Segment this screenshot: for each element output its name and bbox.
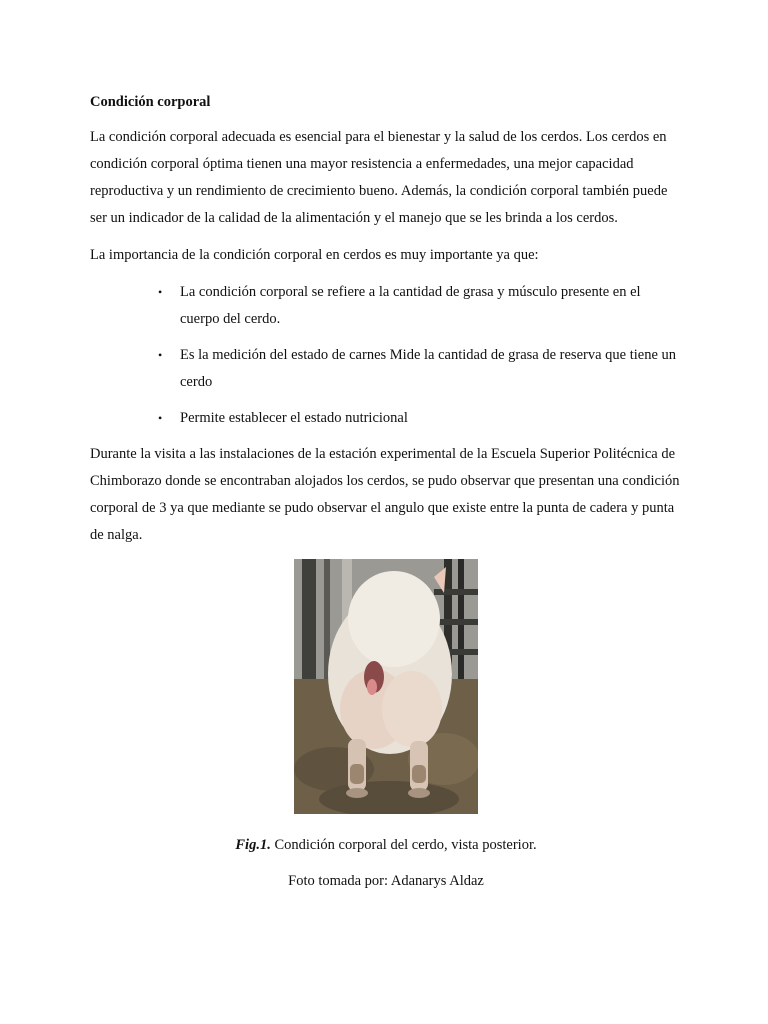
list-item [158,279,682,333]
observation-paragraph: Durante la visita a las instalaciones de la estación experimental de la Escuela Superior Politécnica de Chimborazo donde se encontraban alojados los cerdos, se pudo observar que presentan una condición corporal de 3 ya que mediante se pudo observar el angulo que existe entre la punta de cadera y punta de nalga. [90,446,680,543]
list-item-text: Permite establecer el estado nutricional [180,410,408,426]
figure-caption-text: Condición corporal del cerdo, vista posterior. [274,837,537,853]
figure-caption [90,835,682,855]
list-item [158,405,682,432]
list-item [158,342,682,396]
figure [90,559,682,891]
pig-rear-view-image [294,559,478,814]
bullet-icon: • [158,285,163,299]
bullet-icon: • [158,411,163,425]
figure-label: Fig.1. [235,837,271,853]
intro-paragraph: La condición corporal adecuada es esencial para el bienestar y la salud de los cerdos. Los cerdos en condición corporal óptima tienen una mayor resistencia a enfermedades, una mejor capacidad reproductiva y un rendimiento de crecimiento bueno. Además, la condición corporal también puede ser un indicador de la calidad de la alimentación y el manejo que se les brinda a los cerdos. [90,129,668,226]
list-item-text: La condición corporal se refiere a la cantidad de grasa y músculo presente en el cuerpo del cerdo. [180,284,641,327]
pig-photo [294,559,478,814]
section-heading: Condición corporal [90,94,211,110]
bullet-list [90,279,682,432]
bullet-icon: • [158,348,163,362]
list-item-text: Es la medición del estado de carnes Mide la cantidad de grasa de reserva que tiene un cerdo [180,347,677,390]
lead-in-paragraph: La importancia de la condición corporal en cerdos es muy importante ya que: [90,247,539,263]
document-page [90,92,682,891]
photo-credit: Foto tomada por: Adanarys Aldaz [288,873,484,889]
